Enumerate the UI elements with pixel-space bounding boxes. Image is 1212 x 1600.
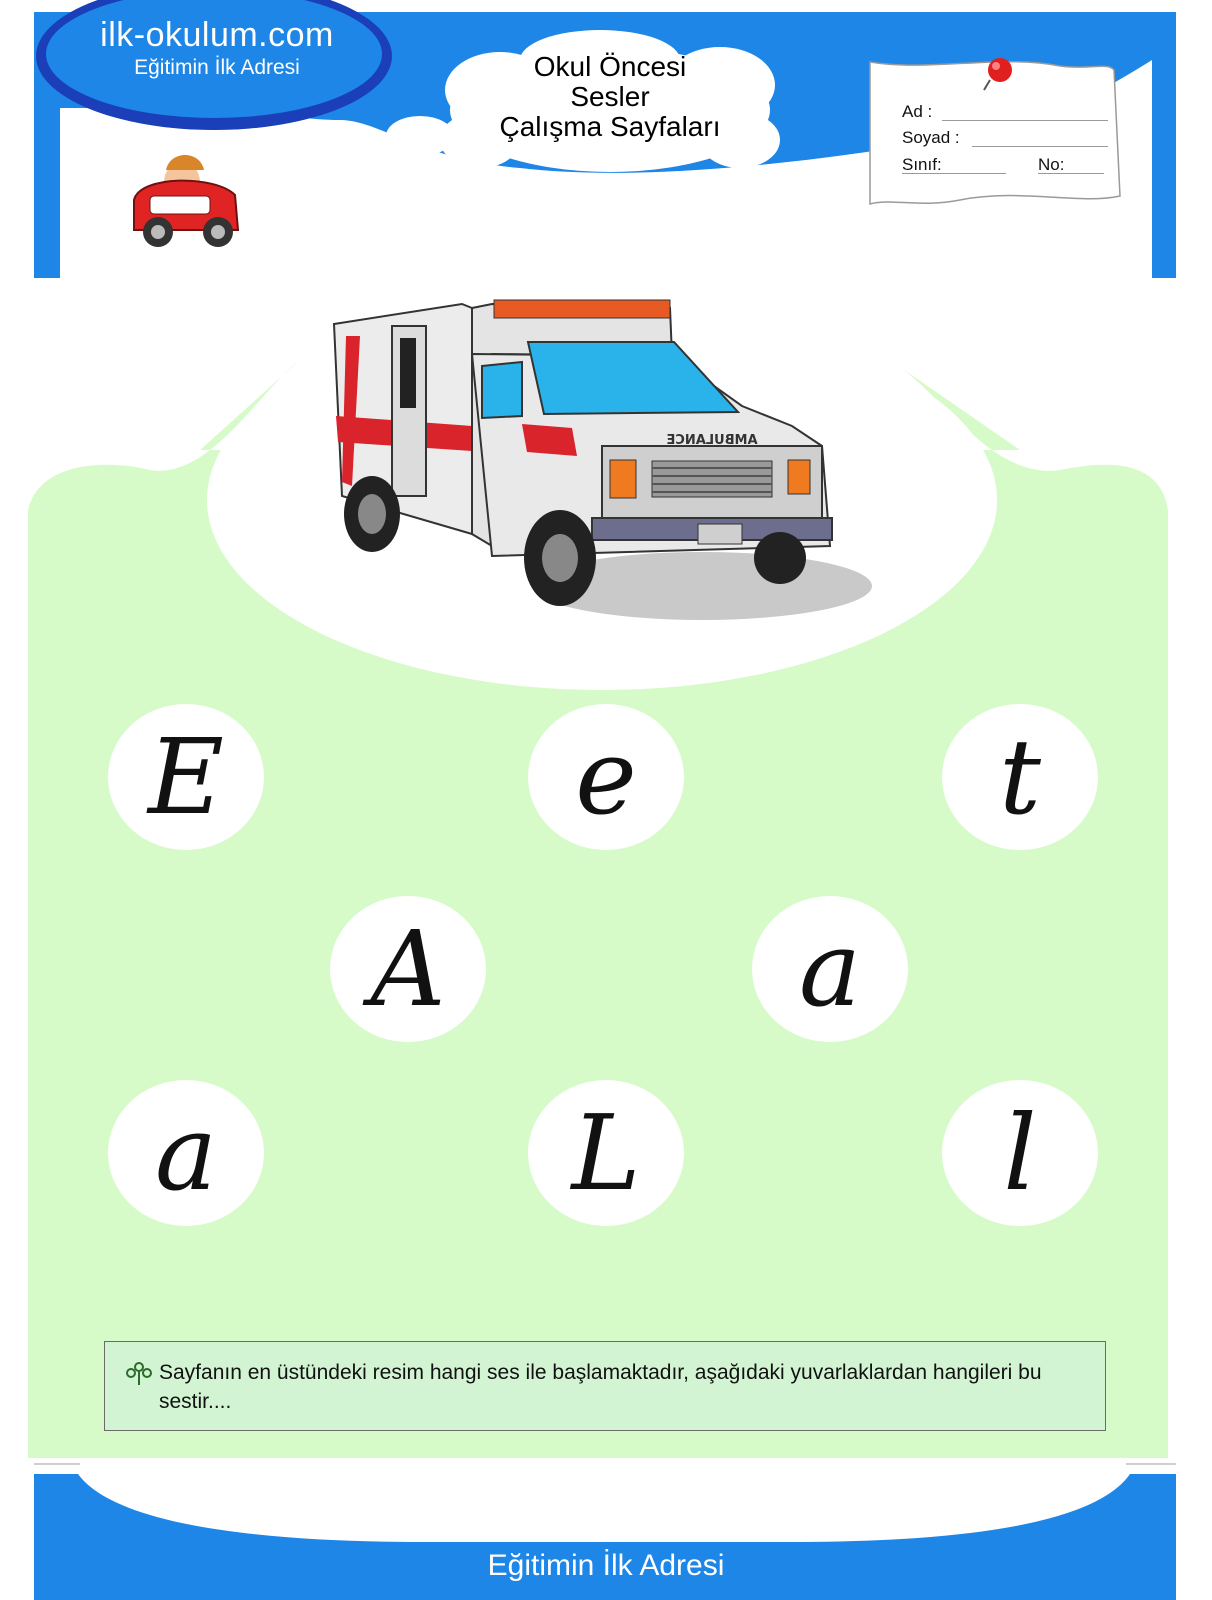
- surname-field[interactable]: [902, 128, 960, 148]
- header-logo[interactable]: [52, 14, 382, 80]
- letter-circle-4[interactable]: A: [330, 896, 486, 1042]
- clover-bullet-icon: [125, 1361, 153, 1387]
- footer-site-name: ilk-okulum.com: [462, 1502, 750, 1550]
- instruction-box: [104, 1341, 1106, 1431]
- letter-circle-5[interactable]: a: [752, 896, 908, 1042]
- title-line-3: Çalışma Sayfaları: [499, 111, 721, 142]
- footer-slogan: Eğitimin İlk Adresi: [487, 1549, 725, 1582]
- footer-logo[interactable]: [300, 1503, 912, 1583]
- ambulance-hood-label: AMBULANCE: [666, 433, 758, 448]
- page-header: [0, 0, 1212, 290]
- cartoon-car-icon: [134, 155, 238, 247]
- class-label: Sınıf:: [902, 155, 942, 174]
- number-label: No:: [1038, 155, 1065, 174]
- student-info-form: [878, 64, 1128, 209]
- surname-label: Soyad :: [902, 128, 960, 147]
- logo-slogan: Eğitimin İlk Adresi: [134, 56, 300, 79]
- ambulance-illustration: [322, 296, 882, 632]
- instruction-text: Sayfanın en üstündeki resim hangi ses ile başlamaktadır, aşağıdaki yuvarlaklardan hangileri bu sestir....: [159, 1361, 1042, 1413]
- letter-circle-3[interactable]: t: [942, 704, 1098, 850]
- class-field[interactable]: [902, 155, 942, 175]
- letter-circle-1[interactable]: E: [108, 704, 264, 850]
- worksheet-title: [455, 52, 765, 142]
- logo-site-name: ilk-okulum.com: [100, 16, 334, 54]
- letter-circle-8[interactable]: l: [942, 1080, 1098, 1226]
- title-line-1: Okul Öncesi: [533, 51, 687, 82]
- title-line-2: Sesler: [570, 81, 650, 112]
- letter-circle-6[interactable]: a: [108, 1080, 264, 1226]
- name-field[interactable]: [902, 102, 932, 122]
- name-label: Ad :: [902, 102, 933, 121]
- letter-circle-2[interactable]: e: [528, 704, 684, 850]
- number-field[interactable]: [1038, 155, 1064, 175]
- letter-circle-7[interactable]: L: [528, 1080, 684, 1226]
